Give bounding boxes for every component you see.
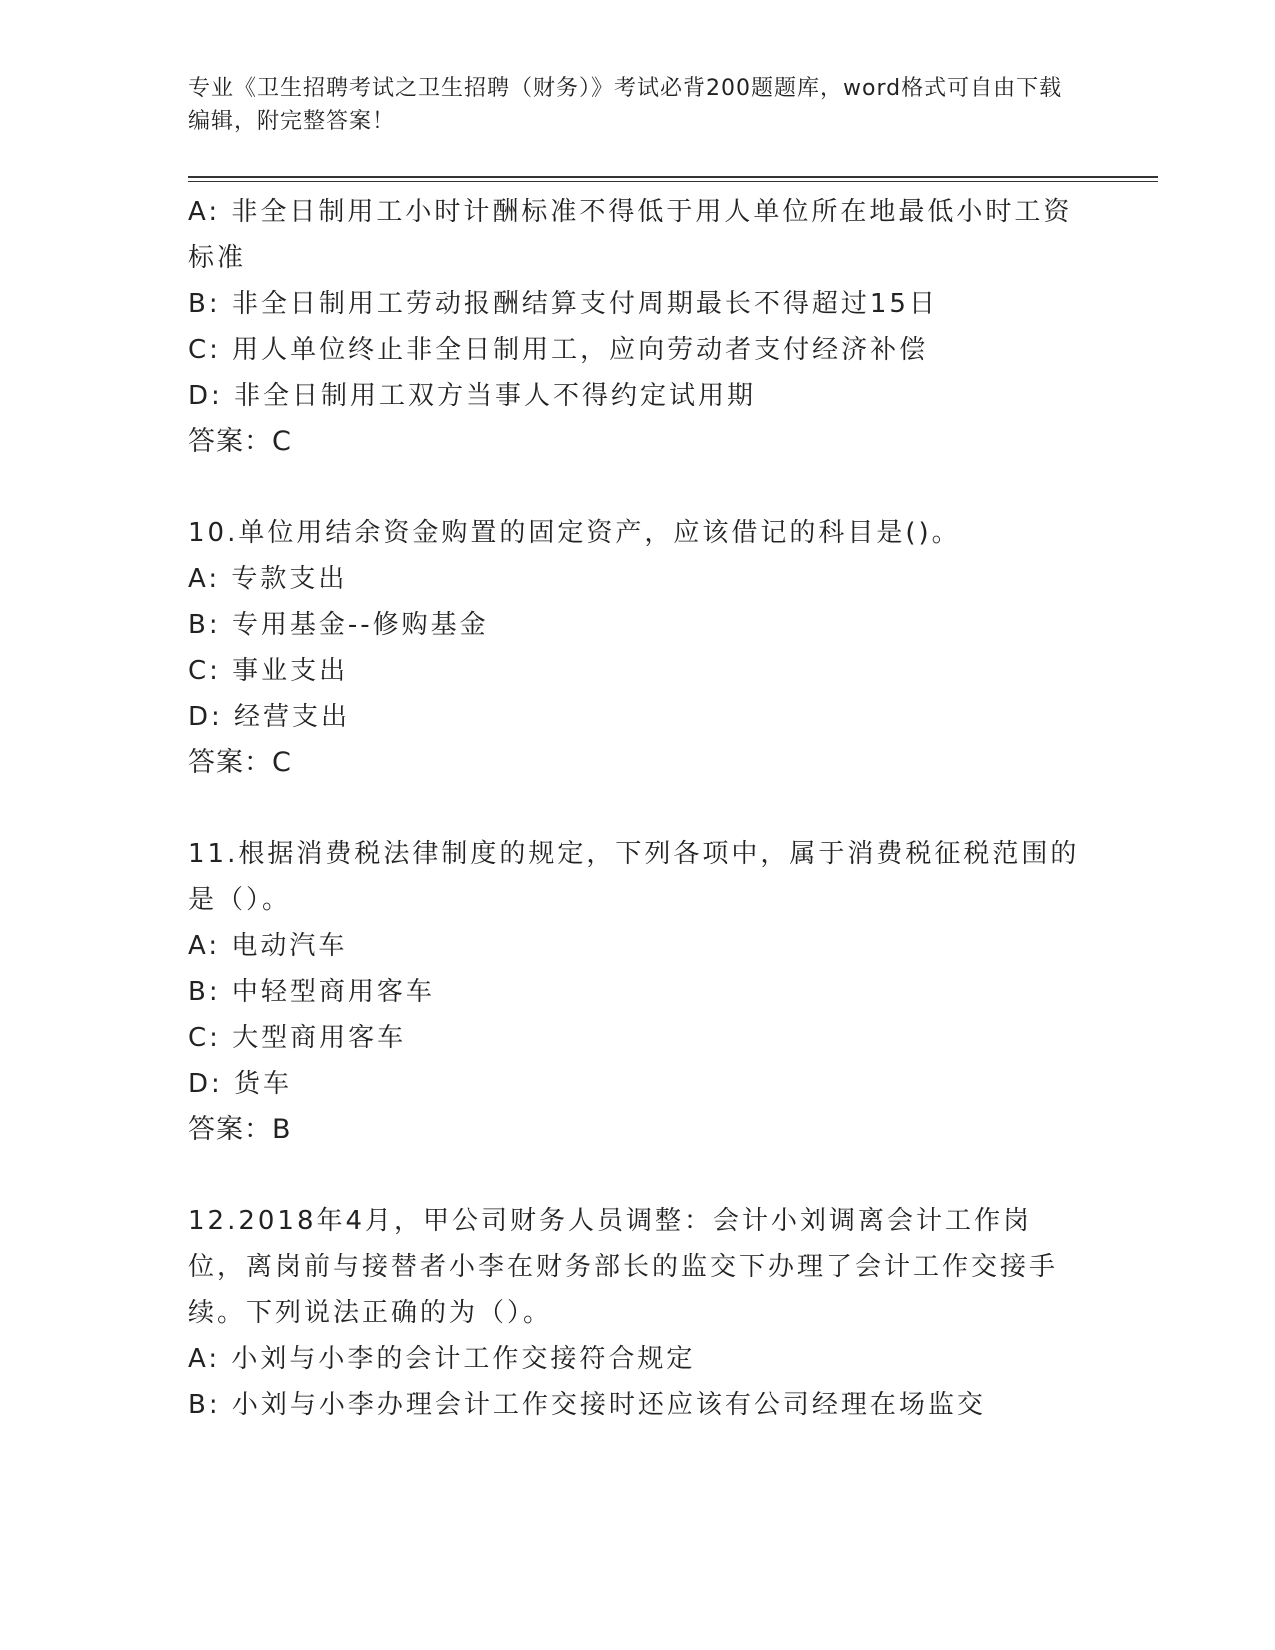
option-a: A: 专款支出 — [188, 564, 348, 594]
spacer — [188, 786, 1088, 831]
option-d: D: 货车 — [188, 1069, 293, 1099]
option-c: C: 大型商用客车 — [188, 1023, 407, 1053]
header-divider-thin — [188, 181, 1158, 182]
header-divider-thick — [188, 176, 1158, 178]
question-block-12 — [188, 1198, 1088, 1428]
document-header: 专业《卫生招聘考试之卫生招聘（财务）》考试必背200题题库，word格式可自由下载编辑，附完整答案！ — [188, 76, 1063, 134]
answer-label: 答案：B — [188, 1114, 292, 1145]
question-text: 11.根据消费税法律制度的规定，下列各项中，属于消费税征税范围的是（）。 — [188, 839, 1080, 915]
option-a: A: 非全日制用工小时计酬标准不得低于用人单位所在地最低小时工资标准 — [188, 197, 1073, 273]
question-block-11 — [188, 831, 1088, 1153]
option-d: D: 非全日制用工双方当事人不得约定试用期 — [188, 381, 757, 411]
option-b: B: 非全日制用工劳动报酬结算支付周期最长不得超过15日 — [188, 289, 938, 319]
option-c: C: 用人单位终止非全日制用工，应向劳动者支付经济补偿 — [188, 335, 929, 365]
question-block-10 — [188, 510, 1088, 786]
question-text: 12.2018年4月，甲公司财务人员调整：会计小刘调离会计工作岗位，离岗前与接替者小李在财务部长的监交下办理了会计工作交接手续。下列说法正确的为（）。 — [188, 1206, 1059, 1328]
option-b: B: 小刘与小李办理会计工作交接时还应该有公司经理在场监交 — [188, 1390, 986, 1420]
option-d: D: 经营支出 — [188, 702, 351, 732]
option-c: C: 事业支出 — [188, 656, 349, 686]
question-list — [188, 189, 1088, 1428]
question-text: 10.单位用结余资金购置的固定资产，应该借记的科目是()。 — [188, 518, 961, 548]
option-b: B: 中轻型商用客车 — [188, 977, 435, 1007]
answer-label: 答案：C — [188, 426, 292, 457]
option-b: B: 专用基金--修购基金 — [188, 610, 489, 640]
answer-label: 答案：C — [188, 747, 292, 778]
question-block-9 — [188, 189, 1088, 465]
spacer — [188, 1153, 1088, 1198]
spacer — [188, 465, 1088, 510]
option-a: A: 电动汽车 — [188, 931, 348, 961]
option-a: A: 小刘与小李的会计工作交接符合规定 — [188, 1344, 696, 1374]
